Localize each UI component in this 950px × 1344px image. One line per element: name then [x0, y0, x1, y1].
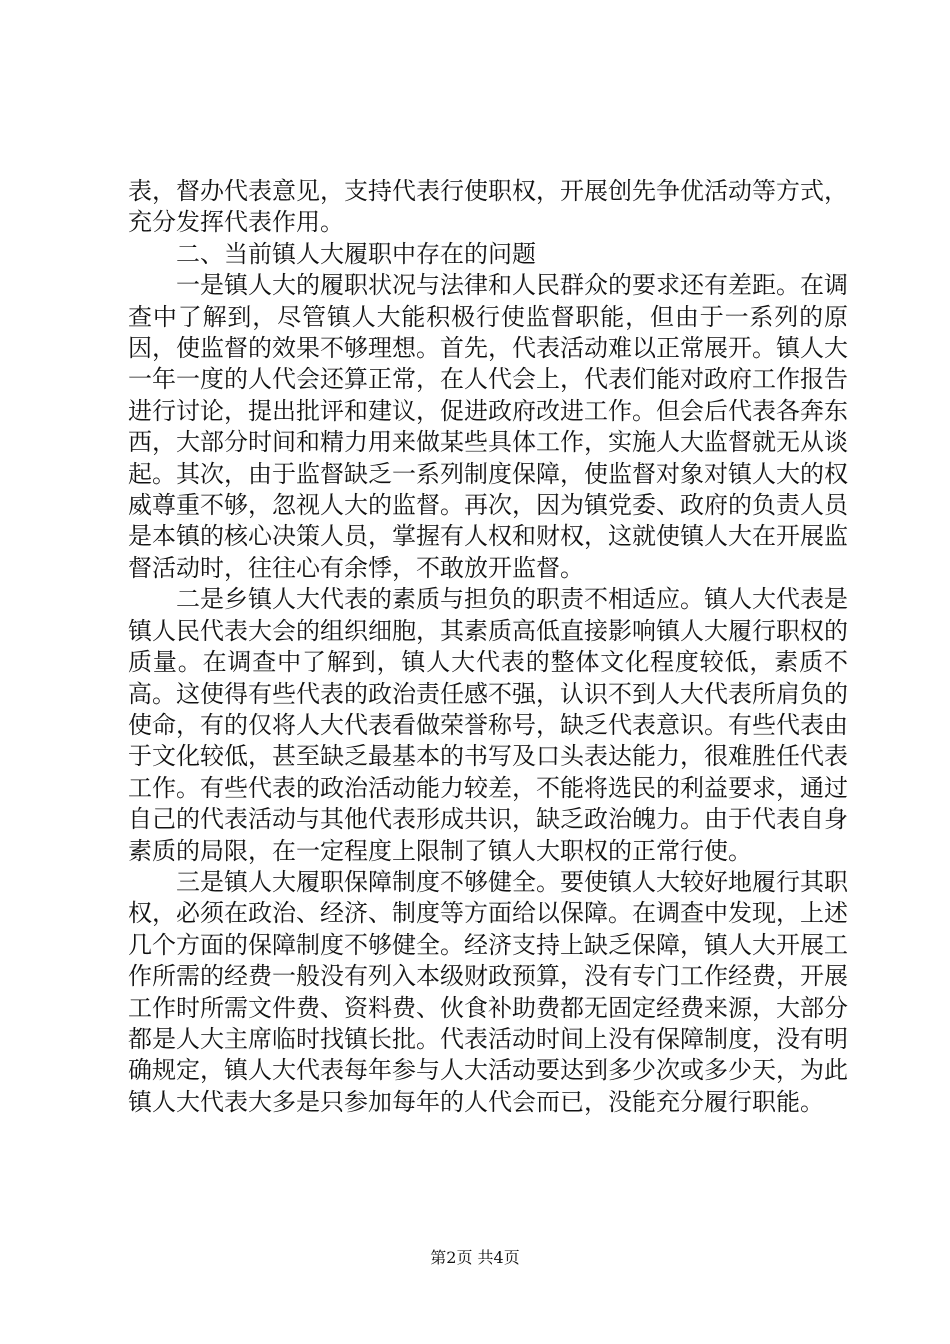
document-body — [128, 176, 848, 1118]
paragraph-problem-1: 一是镇人大的履职状况与法律和人民群众的要求还有差距。在调查中了解到，尽管镇人大能积极行使监督职能，但由于一系列的原因，使监督的效果不够理想。首先，代表活动难以正常展开。镇人大一年一度的人代会还算正常，在人代会上，代表们能对政府工作报告进行讨论，提出批评和建议，促进政府改进工作。但会后代表各奔东西，大部分时间和精力用来做某些具体工作，实施人大监督就无从谈起。其次，由于监督缺乏一系列制度保障，使监督对象对镇人大的权威尊重不够，忽视人大的监督。再次，因为镇党委、政府的负责人员是本镇的核心决策人员，掌握有人权和财权，这就使镇人大在开展监督活动时，往往心有余悸，不敢放开监督。 — [128, 271, 848, 582]
paragraph-problem-2: 二是乡镇人大代表的素质与担负的职责不相适应。镇人大代表是镇人民代表大会的组织细胞，其素质高低直接影响镇人大履行职权的质量。在调查中了解到，镇人大代表的整体文化程度较低，素质不高。这使得有些代表的政治责任感不强，认识不到人大代表所肩负的使命，有的仅将人大代表看做荣誉称号，缺乏代表意识。有些代表由于文化较低，甚至缺乏最基本的书写及口头表达能力，很难胜任代表工作。有些代表的政治活动能力较差，不能将选民的利益要求，通过自己的代表活动与其他代表形成共识，缺乏政治魄力。由于代表自身素质的局限，在一定程度上限制了镇人大职权的正常行使。 — [128, 585, 848, 865]
section-heading: 二、当前镇人大履职中存在的问题 — [176, 239, 536, 268]
paragraph-problem-3: 三是镇人大履职保障制度不够健全。要使镇人大较好地履行其职权，必须在政治、经济、制度等方面给以保障。在调查中发现，上述几个方面的保障制度不够健全。经济支持上缺乏保障，镇人大开展工作所需的经费一般没有列入本级财政预算，没有专门工作经费，开展工作时所需文件费、资料费、伙食补助费都无固定经费来源，大部分都是人大主席临时找镇长批。代表活动时间上没有保障制度，没有明确规定，镇人大代表每年参与人大活动要达到多少次或多少天，为此镇人大代表大多是只参加每年的人代会而已，没能充分履行职能。 — [128, 867, 848, 1116]
page-number-footer: 第2页 共4页 — [430, 1248, 520, 1267]
paragraph-continuation: 表，督办代表意见，支持代表行使职权，开展创先争优活动等方式，充分发挥代表作用。 — [128, 177, 848, 237]
